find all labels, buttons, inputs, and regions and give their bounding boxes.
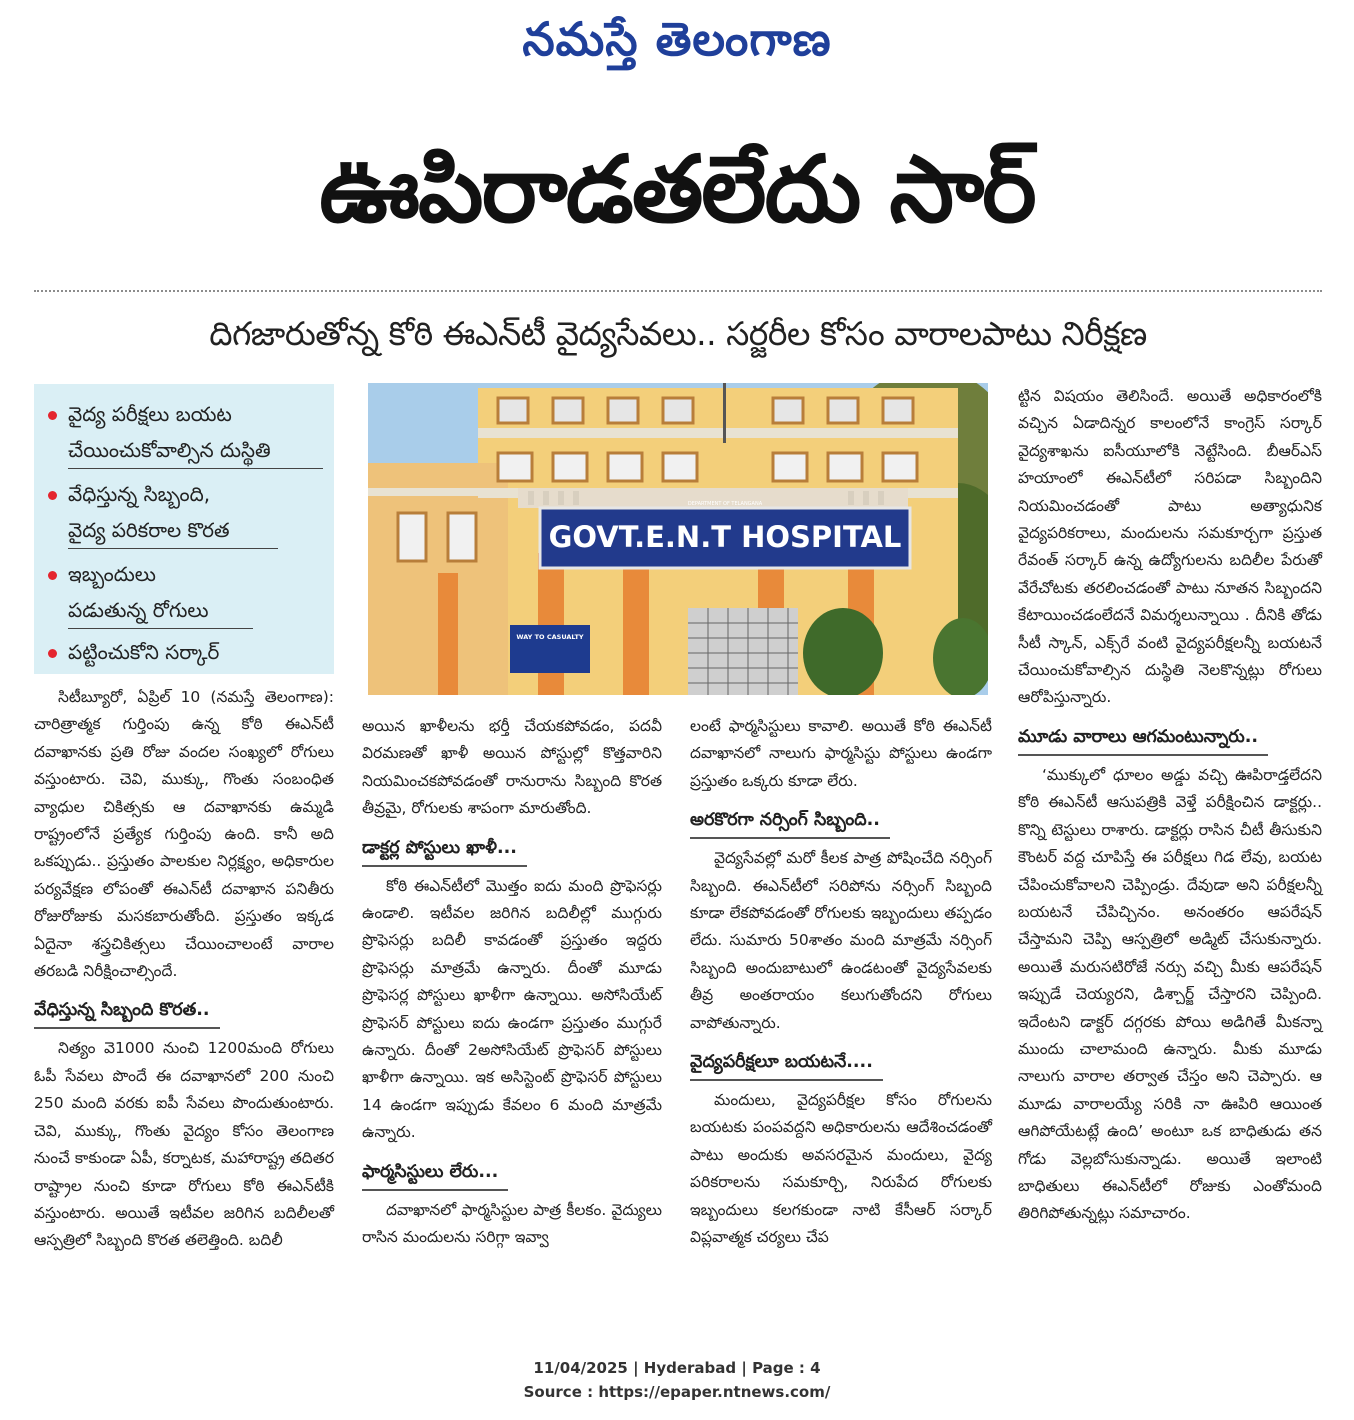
footer xyxy=(0,1356,1354,1404)
article-paragraph: మందులు, వైద్యపరీక్షల కోసం రోగులను బయటకు పంపవద్దని అధికారులను ఆదేశించడంతో పాటు అందుకు అవసరమైన మందులు, వైద్య పరికరాలను సమకూర్చి, నిరుపేద రోగులకు ఇబ్బందులు కలగకుండా నాటి కేసీఆర్ సర్కార్ విప్లవాత్మక చర్యలు చేప xyxy=(690,1091,992,1247)
hospital-sign-text: GOVT.E.N.T HOSPITAL xyxy=(548,520,902,554)
highlight-line: ఇబ్బందులు xyxy=(68,562,156,586)
bullet-icon xyxy=(48,571,57,580)
article-paragraph: కోఠి ఈఎన్‌టీలో మొత్తం ఐదు మంది ప్రొఫెసర్లు ఉండాలి. ఇటీవల జరిగిన బదిలీల్లో ముగ్గురు ప్రొఫెసర్లు బదిలీ కావడంతో ప్రస్తుతం ఇద్దరు ప్రొఫెసర్లు మాత్రమే ఉన్నారు. దీంతో మూడు ప్రొఫెసర్ల పోస్టులు ఖాళీగా ఉన్నాయి. అసోసియేట్ ప్రొఫెసర్ పోస్టులు ఐదు ఉండగా ప్రస్తుతం ముగ్గురే ఉన్నారు. దీంతో 2అసోసియేట్ ప్రొఫెసర్ పోస్టులు ఖాళీగా ఉన్నాయి. ఇక అసిస్టెంట్ ప్రొఫెసర్ పోస్టులు 14 ఉండగా ఇప్పుడు కేవలం 6 మంది మాత్రమే ఉన్నారు. xyxy=(362,876,662,1142)
column-4 xyxy=(1018,383,1322,1228)
headline: ఊపిరాడతలేదు సార్ xyxy=(319,136,1035,243)
section-heading: మూడు వారాలు ఆగమంటున్నారు.. xyxy=(1018,720,1268,756)
column-2 xyxy=(362,713,662,1252)
column-1 xyxy=(34,684,334,1255)
footer-source: Source : https://epaper.ntnews.com/ xyxy=(523,1383,831,1401)
footer-dateline: 11/04/2025 | Hyderabad | Page : 4 xyxy=(533,1359,821,1377)
article-paragraph: దవాఖానలో ఫార్మసిస్టుల పాత్ర కీలకం. వైద్యులు రాసిన మందులను సరిగ్గా ఇవ్వా xyxy=(362,1200,662,1247)
hospital-building-image xyxy=(368,383,988,695)
section-heading: అరకొరగా నర్సింగ్ సిబ్బంది.. xyxy=(690,803,890,839)
highlight-item xyxy=(48,634,330,670)
bullet-icon xyxy=(48,411,57,420)
hospital-photo xyxy=(368,383,988,695)
article-paragraph: అయిన ఖాళీలను భర్తీ చేయకపోవడం, పదవీ విరమణతో ఖాళీ అయిన పోస్టుల్లో కొత్తవారిని నియమించకపోవడంతో రానురాను సిబ్బంది కొరత తీవ్రమై, రోగులకు శాపంగా మారుతోంది. xyxy=(362,717,662,818)
highlight-line: వేధిస్తున్న సిబ్బంది, xyxy=(68,482,211,506)
bullet-icon xyxy=(48,491,57,500)
highlights-box xyxy=(34,384,334,674)
section-heading: వేధిస్తున్న సిబ్బంది కొరత.. xyxy=(34,993,220,1029)
article-paragraph: ‘ముక్కులో ధూలం అడ్డు వచ్చి ఊపిరాడ్తలేదని కోఠి ఈఎన్‌టీ ఆసుపత్రికి వెళ్తే పరీక్షించిన డాక్టర్లు.. కొన్ని టెస్టులు రాశారు. డాక్టర్లు రాసిన చీటీ తీసుకుని కౌంటర్ వద్ద చూపిస్తే ఈ పరీక్షలు గిడ లేవు, బయట చేపించుకోవాలని చెప్పిండ్రు. దేవుడా అని పరీక్షలన్నీ బయటనే చేపిచ్చినం. అనంతరం ఆపరేషన్ చేస్తామని చెప్పి ఆస్పత్రిలో అడ్మిట్ చేసుకున్నారు. అయితే మరుసటిరోజే నర్సు వచ్చి మీకు ఆపరేషన్ ఇప్పుడే చెయ్యరని, డిశ్చార్జ్ చేస్తారని చెప్పింది. ఇదేంటని డాక్టర్ దగ్గరకు పోయి అడిగితే మీకన్నా ముందు చాలామంది ఉన్నారు. మీకు మూడు నాలుగు వారాల తర్వాత చేస్తం అని చెప్పారు. ఆ మూడు వారాలయ్యే సరికి నా ఊపిరి ఆయింత ఆగిపోయేటట్లే ఉంది’ అంటూ ఒక బాధితుడు తన గోడు వెల్లబోసుకున్నాడు. అయితే ఇలాంటి బాధితులు ఈఎన్‌టీలో రోజుకు ఎంతోమంది తిరిగిపోతున్నట్లు సమాచారం. xyxy=(1018,765,1322,1223)
highlight-line: పడుతున్న రోగులు xyxy=(68,598,209,622)
highlight-line: చేయించుకోవాల్సిన దుస్థితి xyxy=(68,438,271,462)
highlight-underline xyxy=(68,548,278,549)
highlight-line: వైద్య పరికరాల కొరత xyxy=(68,518,230,542)
plaque-text: DEPARTMENT OF TELANGANA xyxy=(687,501,763,507)
section-heading: వైద్యపరీక్షలూ బయటనే.... xyxy=(690,1045,883,1081)
masthead-logo: నమస్తే తెలంగాణ xyxy=(522,12,832,66)
highlight-line: వైద్య పరీక్షలు బయట xyxy=(68,402,232,426)
bullet-icon xyxy=(48,649,57,658)
column-3 xyxy=(690,713,992,1252)
highlight-item xyxy=(48,396,330,468)
section-heading: డాక్టర్ల పోస్టులు ఖాళీ... xyxy=(362,831,527,867)
article-paragraph: సిటీబ్యూరో, ఏప్రిల్ 10 (నమస్తే తెలంగాణ): చారిత్రాత్మక గుర్తింపు ఉన్న కోఠి ఈఎన్‌టీ దవాఖానకు ప్రతి రోజు వందల సంఖ్యలో రోగులు వస్తుంటారు. చెవి, ముక్కు, గొంతు సంబంధిత వ్యాధుల చికిత్సకు ఆ దవాఖానకు ఉమ్మడి రాష్ట్రంలోనే ప్రత్యేక గుర్తింపు ఉంది. కానీ అది ఒకప్పుడు.. ప్రస్తుతం పాలకుల నిర్లక్ష్యం, అధికారుల పర్యవేక్షణ లోపంతో ఈఎన్‌టీ దవాఖాన పనితీరు రోజురోజుకు మసకబారుతోంది. ప్రస్తుతం ఇక్కడ ఏదైనా శస్త్రచికిత్సలు చేయించాలంటే వారాల తరబడి నిరీక్షించాల్సిందే. xyxy=(34,688,334,981)
article-paragraph: ట్టిన విషయం తెలిసిందే. అయితే అధికారంలోకి వచ్చిన ఏడాదిన్నర కాలంలోనే కాంగ్రెస్ సర్కార్ వైద్యశాఖను ఐసీయూలోకి నెట్టేసింది. బీఆర్‌ఎస్ హయాంలో ఈఎన్‌టీలో సరిపడా సిబ్బందిని నియమించడంతో పాటు అత్యాధునిక వైద్యపరికరాలు, మందులను సమకూర్చగా ప్రస్తుత రేవంత్ సర్కార్ ఉన్న ఉద్యోగులను బదిలీల పేరుతో వేరేచోటకు తరలించడంతో పాటు నూతన సిబ్బందని కేటాయించడంలేదనే విమర్శలున్నాయి . దీనికి తోడు సీటీ స్కాన్, ఎక్స్‌రే వంటి వైద్యపరీక్షలన్నీ బయటనే చేయించుకోవాల్సిన దుస్థితి నెలకొన్నట్లు రోగులు ఆరోపిస్తున్నారు. xyxy=(1018,387,1322,707)
headline-divider xyxy=(34,290,1322,292)
article-paragraph: లంటే ఫార్మసిస్టులు కావాలి. అయితే కోఠి ఈఎన్‌టీ దవాఖానలో నాలుగు ఫార్మసిస్టు పోస్టులు ఉండగా ప్రస్తుతం ఒక్కరు కూడా లేరు. xyxy=(690,717,992,790)
highlight-underline xyxy=(68,628,253,629)
highlight-item xyxy=(48,476,330,548)
highlight-line: పట్టించుకోని సర్కార్ xyxy=(68,640,220,664)
casualty-board-text: WAY TO CASUALTY xyxy=(516,633,584,641)
highlight-underline xyxy=(68,468,323,469)
article-paragraph: నిత్యం వె1000 నుంచి 1200మంది రోగులు ఓపీ సేవలు పొందే ఈ దవాఖానలో 200 నుంచి 250 మంది వరకు ఐపీ సేవలు పొందుతుంటారు. చెవి, ముక్కు, గొంతు వైద్యం కోసం తెలంగాణ నుంచే కాకుండా ఏపీ, కర్నాటక, మహారాష్ట్ర తదితర రాష్ట్రాల నుంచి కూడా రోగులు కోఠి ఈఎన్‌టీకి వస్తుంటారు. అయితే ఇటీవల జరిగిన బదిలీలతో ఆస్పత్రిలో సిబ్బంది కొరత తలెత్తింది. బదిలీ xyxy=(34,1039,334,1250)
article-paragraph: వైద్యసేవల్లో మరో కీలక పాత్ర పోషించేది నర్సింగ్ సిబ్బంది. ఈఎన్‌టీలో సరిపోను నర్సింగ్ సిబ్బంది కూడా లేకపోవడంతో రోగులకు ఇబ్బందులు తప్పడం లేదు. సుమారు 50శాతం మంది మాత్రమే నర్సింగ్ సిబ్బంది అందుబాటులో ఉండటంతో వైద్యసేవలకు తీవ్ర అంతరాయం కలుగుతోందని రోగులు వాపోతున్నారు. xyxy=(690,849,992,1032)
section-heading: ఫార్మసిస్టులు లేరు... xyxy=(362,1155,508,1191)
subheadline: దిగజారుతోన్న కోఠి ఈఎన్‌టీ వైద్యసేవలు.. సర్జరీల కోసం వారాలపాటు నిరీక్షణ xyxy=(209,314,1147,353)
highlight-item xyxy=(48,556,330,628)
